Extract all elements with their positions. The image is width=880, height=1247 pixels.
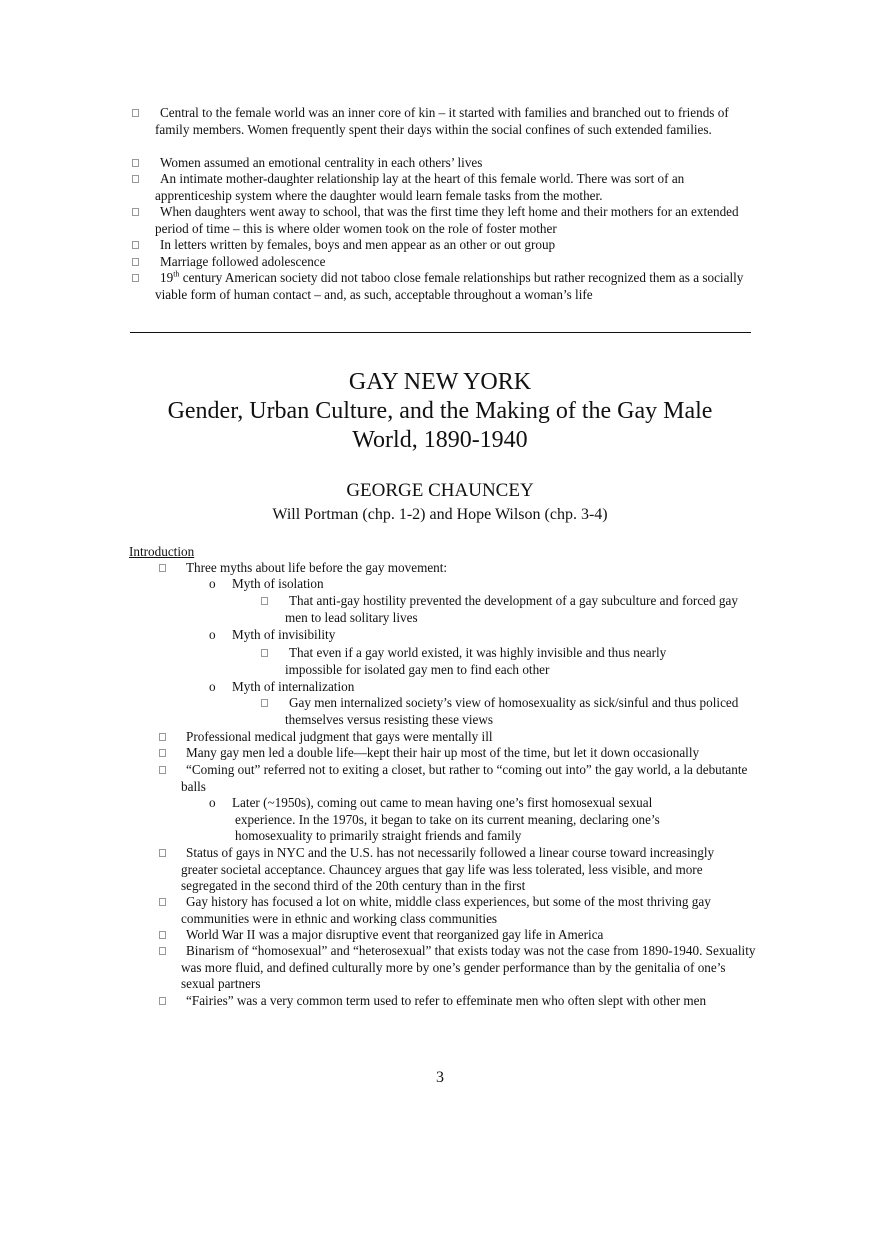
bullet-box-icon xyxy=(159,849,166,857)
bullet-box-icon xyxy=(132,175,139,183)
sub-list-item: o Myth of isolation xyxy=(209,576,324,591)
list-item: “Fairies” was a very common term used to refer to effeminate men who often slept with other men xyxy=(181,993,781,1010)
bullet-box-icon xyxy=(132,159,139,167)
bullet-box-icon xyxy=(159,898,166,906)
circle-bullet-icon: o xyxy=(209,795,216,810)
bullet-box-icon xyxy=(159,947,166,955)
sub-list-item: o Myth of internalization xyxy=(209,679,355,694)
list-item: Professional medical judgment that gays were mentally ill xyxy=(181,729,757,746)
bullet-box-icon xyxy=(159,733,166,741)
sub-sub-list-item: Gay men internalized society’s view of homosexuality as sick/sinful and thus policed themselves versus resisting these views xyxy=(285,695,745,728)
horizontal-rule xyxy=(130,332,751,333)
bullet-box-icon xyxy=(261,649,268,657)
list-item: In letters written by females, boys and men appear as an other or out group xyxy=(155,237,755,254)
list-item: Three myths about life before the gay movement: xyxy=(181,560,757,577)
bullet-box-icon xyxy=(159,564,166,572)
chapter-title: GAY NEW YORK Gender, Urban Culture, and the Making of the Gay Male World, 1890-1940 xyxy=(167,369,713,453)
bullet-box-icon xyxy=(261,699,268,707)
circle-bullet-icon: o xyxy=(209,627,216,642)
list-item: World War II was a major disruptive event that reorganized gay life in America xyxy=(181,927,757,944)
bullet-box-icon xyxy=(159,931,166,939)
circle-bullet-icon: o xyxy=(209,576,216,591)
list-item: 19th century American society did not taboo close female relationships but rather recognized them as a socially viable form of human contact – and, as such, acceptable throughout a woman’s life xyxy=(155,270,755,303)
bullet-box-icon xyxy=(132,274,139,282)
credits-line: Will Portman (chp. 1-2) and Hope Wilson (chp. 3-4) xyxy=(272,506,608,523)
list-item: Gay history has focused a lot on white, middle class experiences, but some of the most thriving gay communities were in ethnic and working class communities xyxy=(181,894,757,927)
section-heading: Introduction xyxy=(129,544,195,559)
bullet-box-icon xyxy=(132,208,139,216)
bullet-box-icon xyxy=(261,597,268,605)
bullet-box-icon xyxy=(159,997,166,1005)
sub-list-item: o Later (~1950s), coming out came to mean having one’s first homosexual sexual experience. In the 1970s, it began to take on its current meaning, declaring one’s homosexuality to primarily straight friends and family xyxy=(209,795,660,844)
bullet-box-icon xyxy=(132,109,139,117)
list-item: Central to the female world was an inner core of kin – it started with families and branched out to friends of family members. Women frequently spent their days within the social confines of such extended families. xyxy=(155,105,755,138)
bullet-box-icon xyxy=(132,258,139,266)
circle-bullet-icon: o xyxy=(209,679,216,694)
sub-list-item: o Myth of invisibility xyxy=(209,627,336,642)
author-name: GEORGE CHAUNCEY xyxy=(346,480,534,501)
list-item: “Coming out” referred not to exiting a closet, but rather to “coming out into” the gay world, a la debutante balls xyxy=(181,762,757,795)
list-item: Women assumed an emotional centrality in each others’ lives xyxy=(155,155,755,172)
list-item: Status of gays in NYC and the U.S. has not necessarily followed a linear course toward increasingly greater societal acceptance. Chauncey argues that gay life was less tolerated, less visible, and more segregated in the second third of the 20th century than in the first xyxy=(181,845,751,895)
sub-sub-list-item: That even if a gay world existed, it was highly invisible and thus nearly impossible for isolated gay men to find each other xyxy=(285,645,715,678)
list-item: Binarism of “homosexual” and “heterosexual” that exists today was not the case from 1890-1940. Sexuality was more fluid, and defined culturally more by one’s gender performance than by the genitalia of one’s sexual partners xyxy=(181,943,761,993)
sub-sub-list-item: That anti-gay hostility prevented the development of a gay subculture and forced gay men to lead solitary lives xyxy=(285,593,759,626)
bullet-box-icon xyxy=(132,241,139,249)
list-item: When daughters went away to school, that was the first time they left home and their mothers for an extended period of time – this is where older women took on the role of foster mother xyxy=(155,204,755,237)
list-item: An intimate mother-daughter relationship lay at the heart of this female world. There was sort of an apprenticeship system where the daughter would learn female tasks from the mother. xyxy=(155,171,755,204)
bullet-box-icon xyxy=(159,766,166,774)
page-number: 3 xyxy=(436,1069,444,1086)
bullet-box-icon xyxy=(159,749,166,757)
list-item: Many gay men led a double life—kept their hair up most of the time, but let it down occasionally xyxy=(181,745,771,762)
list-item: Marriage followed adolescence xyxy=(155,254,755,271)
